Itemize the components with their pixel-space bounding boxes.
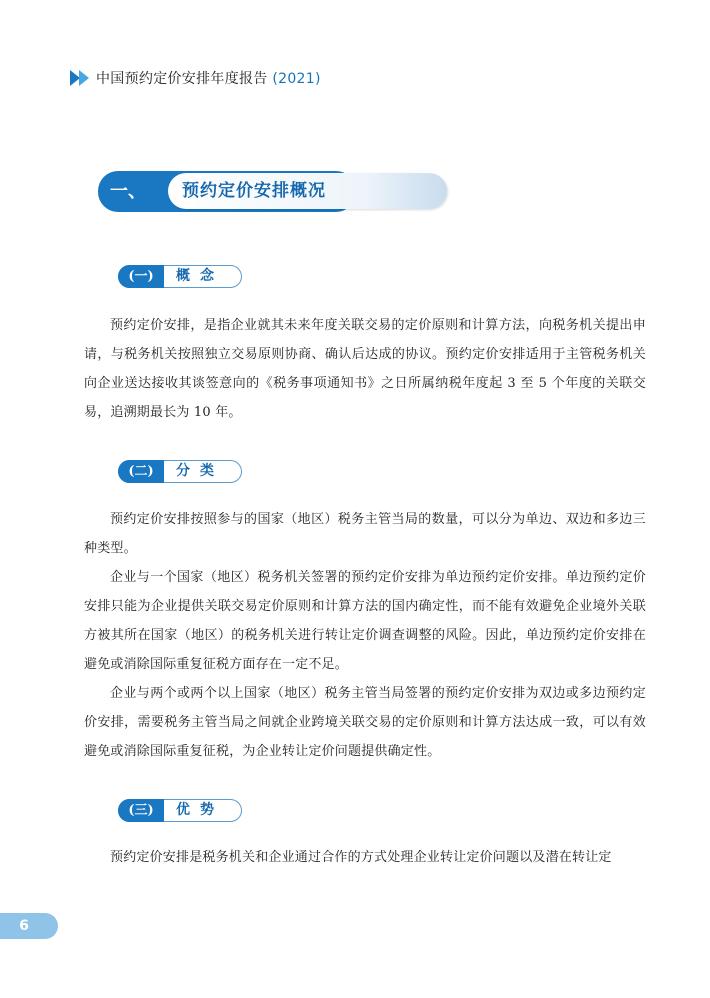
double-arrow-icon	[70, 70, 92, 86]
subsection-title: 分类	[176, 463, 224, 479]
paragraph: 企业与两个或两个以上国家（地区）税务主管当局签署的预约定价安排为双边或多边预约定价安排，需要税务主管当局之间就企业跨境关联交易的定价原则和计算方法达成一致，可以有效避免或消除国际重复征税，为企业转让定价问题提供确定性。	[84, 686, 646, 759]
subsection-title: 概念	[176, 268, 224, 284]
paragraph: 预约定价安排，是指企业就其未来年度关联交易的定价原则和计算方法，向税务机关提出申请，与税务机关按照独立交易原则协商、确认后达成的协议。预约定价安排适用于主管税务机关向企业送达接收其谈签意向的《税务事项通知书》之日所属纳税年度起 3 至 5 个年度的关联交易，追溯期最长为 10 年。	[84, 318, 646, 420]
page-number: 6	[0, 913, 58, 939]
subsection-heading-classification	[118, 460, 242, 483]
report-title	[96, 68, 321, 88]
paragraph: 预约定价安排是税务机关和企业通过合作的方式处理企业转让定价问题以及潜在转让定	[110, 850, 612, 865]
subsection-tag: (三)	[118, 799, 164, 822]
report-year: (2021)	[272, 71, 321, 87]
paragraph: 预约定价安排按照参与的国家（地区）税务主管当局的数量，可以分为单边、双边和多边三种类型。	[84, 512, 646, 556]
subsection-tag: (二)	[118, 460, 164, 483]
running-header	[70, 68, 321, 88]
subsection-title: 优势	[176, 802, 224, 818]
subsection-heading-concept	[118, 265, 242, 288]
section-title: 预约定价安排概况	[182, 181, 326, 201]
paragraph: 企业与一个国家（地区）税务机关签署的预约定价安排为单边预约定价安排。单边预约定价安排只能为企业提供关联交易定价原则和计算方法的国内确定性，而不能有效避免企业境外关联方被其所在国家（地区）的税务机关进行转让定价调查调整的风险。因此，单边预约定价安排在避免或消除国际重复征税方面存在一定不足。	[84, 570, 646, 672]
subsection-tag: (一)	[118, 265, 164, 288]
report-title-text: 中国预约定价安排年度报告	[96, 71, 268, 87]
subsection-heading-advantages	[118, 799, 242, 822]
section-heading	[98, 171, 356, 212]
section-number: 一、	[110, 181, 146, 202]
